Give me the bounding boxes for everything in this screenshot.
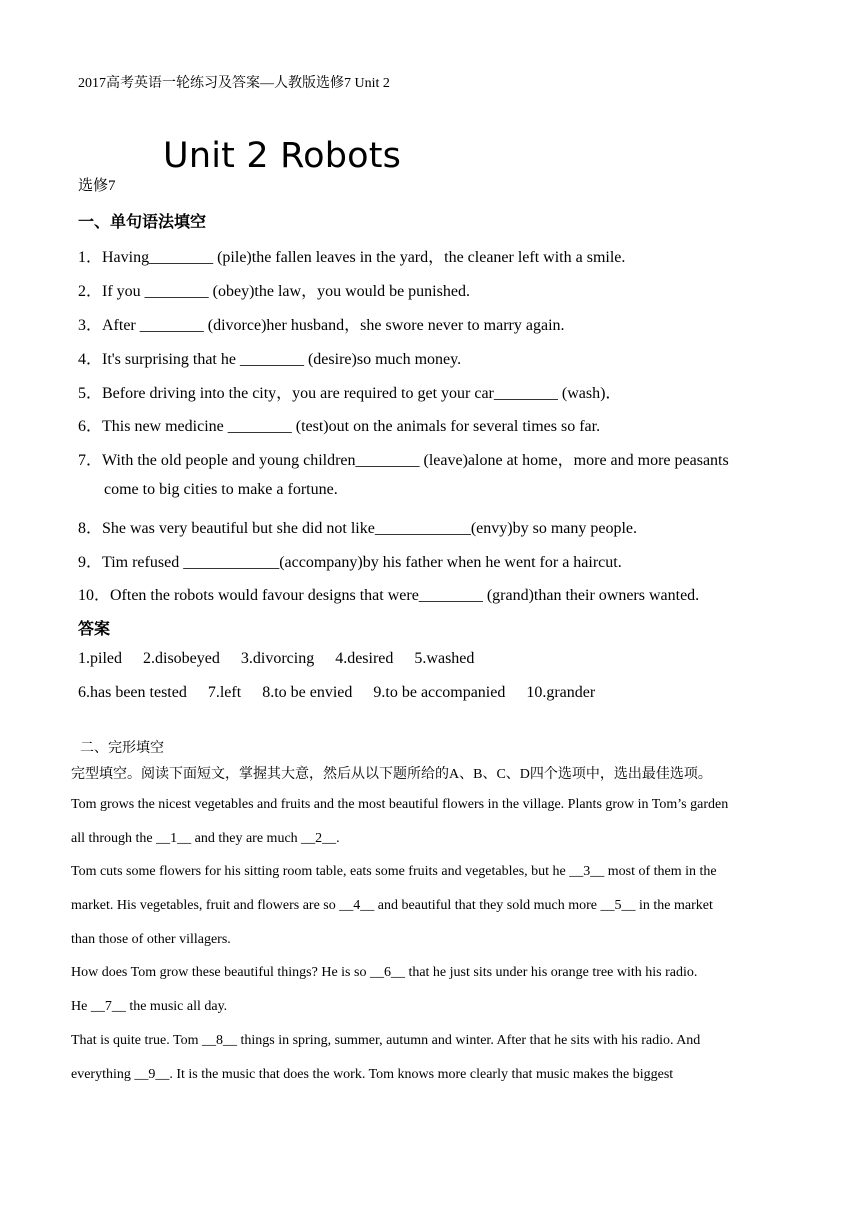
question-7: 7．With the old people and young children________ (leave)alone at home，more and more peasants <box>78 452 729 469</box>
elective-label: 选修7 <box>78 178 116 194</box>
question-9: 9．Tim refused ____________(accompany)by his father when he went for a haircut. <box>78 554 622 571</box>
passage-line: all through the __1__ and they are much __2__. <box>71 831 340 846</box>
section-heading-cloze: 二、完形填空 <box>80 741 164 756</box>
cloze-instruction: 完型填空。阅读下面短文，掌握其大意，然后从以下题所给的A、B、C、D四个选项中，选出最佳选项。 <box>71 767 712 782</box>
question-6: 6．This new medicine ________ (test)out on the animals for several times so far. <box>78 418 601 435</box>
passage-line: market. His vegetables, fruit and flowers are so __4__ and beautiful that they sold much more __5__ in the market <box>71 898 713 913</box>
passage-line: He __7__ the music all day. <box>71 999 228 1014</box>
question-10: 10．Often the robots would favour designs that were________ (grand)than their owners wanted. <box>78 587 700 604</box>
passage-line: That is quite true. Tom __8__ things in spring, summer, autumn and winter. After that he sits with his radio. And <box>71 1033 701 1048</box>
unit-title: Unit 2 Robots <box>163 136 402 176</box>
question-8: 8．She was very beautiful but she did not like____________(envy)by so many people. <box>78 520 638 537</box>
answer-item: 2.disobeyed <box>143 650 220 667</box>
answer-item: 3.divorcing <box>240 650 315 667</box>
document-header: 2017高考英语一轮练习及答案—人教版选修7 Unit 2 <box>78 76 390 91</box>
answer-item: 4.desired <box>335 650 394 667</box>
answer-item: 6.has been tested <box>78 684 187 701</box>
passage-line: Tom cuts some flowers for his sitting room table, eats some fruits and vegetables, but he __3__ most of them in the <box>71 864 717 879</box>
answer-item: 9.to be accompanied <box>373 684 506 701</box>
answer-item: 10.grander <box>526 684 596 701</box>
answers-row-1 <box>78 650 491 668</box>
passage-line: How does Tom grow these beautiful things? He is so __6__ that he just sits under his orange tree with his radio. <box>71 965 698 980</box>
answer-item: 5.washed <box>414 650 475 667</box>
section-heading-grammar-fill: 一、单句语法填空 <box>78 214 207 231</box>
question-3: 3．After ________ (divorce)her husband，she swore never to marry again. <box>78 317 565 334</box>
question-1: 1．Having________ (pile)the fallen leaves in the yard，the cleaner left with a smile. <box>78 249 626 266</box>
answers-heading: 答案 <box>78 621 111 638</box>
answer-item: 7.left <box>207 684 242 701</box>
question-5: 5．Before driving into the city，you are required to get your car________ (wash)． <box>78 385 622 402</box>
answer-item: 8.to be envied <box>262 684 353 701</box>
passage-line: than those of other villagers. <box>71 932 231 947</box>
answers-row-2 <box>78 684 612 702</box>
passage-line: everything __9__. It is the music that does the work. Tom knows more clearly that music makes the biggest <box>71 1067 674 1082</box>
question-4: 4．It's surprising that he ________ (desire)so much money. <box>78 351 462 368</box>
question-2: 2．If you ________ (obey)the law，you would be punished. <box>78 283 470 300</box>
question-7-continued: come to big cities to make a fortune. <box>104 481 338 498</box>
passage-line: Tom grows the nicest vegetables and fruits and the most beautiful flowers in the village. Plants grow in Tom’s garden <box>71 797 729 812</box>
answer-item: 1.piled <box>78 650 122 667</box>
